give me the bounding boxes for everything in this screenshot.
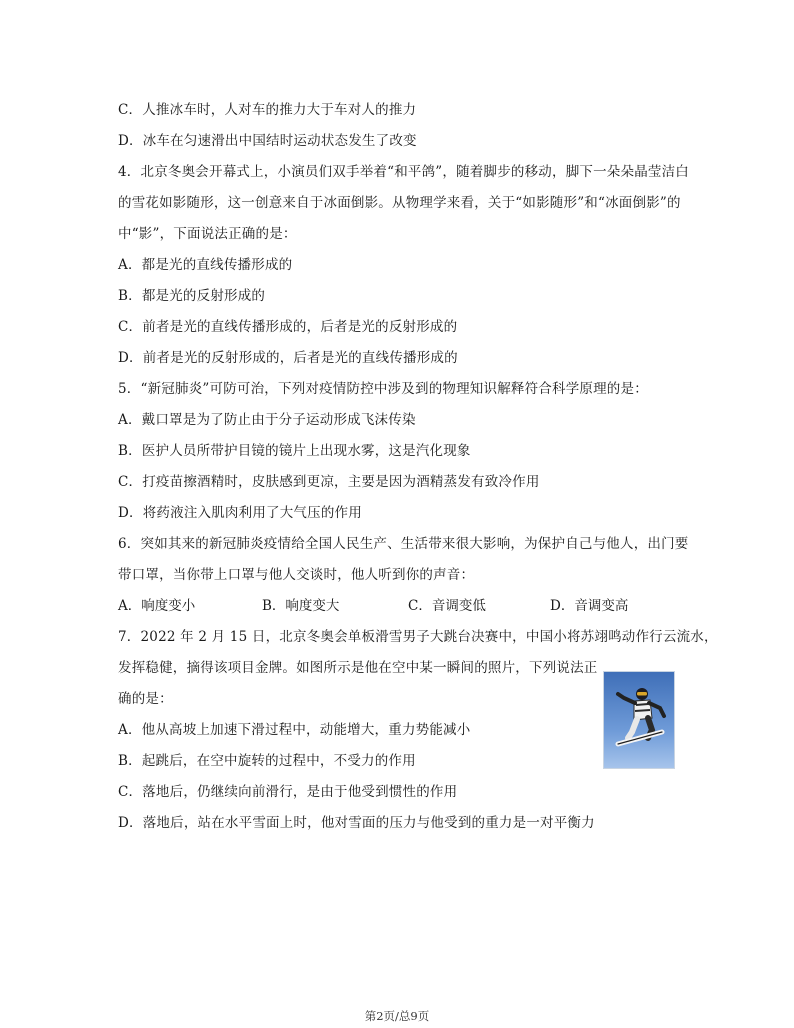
q5-stem: 5．“新冠肺炎”可防可治，下列对疫情防控中涉及到的物理知识解释符合科学原理的是：	[118, 381, 648, 397]
q7-option-d: D．落地后，站在水平雪面上时，他对雪面的压力与他受到的重力是一对平衡力	[118, 815, 595, 831]
q6-option-d: D．音调变高	[550, 598, 629, 614]
snowboarder-illustration	[604, 672, 675, 769]
q4-option-c: C．前者是光的直线传播形成的，后者是光的反射形成的	[118, 319, 458, 335]
q6-stem-line-1: 6．突如其来的新冠肺炎疫情给全国人民生产、生活带来很大影响，为保护自己与他人，出门要	[118, 536, 689, 552]
q4-option-a: A．都是光的直线传播形成的	[118, 257, 293, 273]
q3-option-d: D．冰车在匀速滑出中国结时运动状态发生了改变	[118, 133, 417, 149]
q6-option-a: A．响度变小	[118, 598, 196, 614]
snowboarder-photo	[603, 671, 675, 769]
page-number-footer: 第2页/总9页	[364, 1009, 430, 1023]
q4-option-b: B．都是光的反射形成的	[118, 288, 266, 304]
q5-option-d: D．将药液注入肌肉利用了大气压的作用	[118, 505, 362, 521]
q6-options-row	[118, 597, 678, 615]
q3-option-c: C．人推冰车时，人对车的推力大于车对人的推力	[118, 102, 417, 118]
q5-option-c: C．打疫苗擦酒精时，皮肤感到更凉，主要是因为酒精蒸发有致冷作用	[118, 474, 540, 490]
q7-option-a: A．他从高坡上加速下滑过程中，动能增大，重力势能减小	[118, 722, 471, 738]
q5-option-a: A．戴口罩是为了防止由于分子运动形成飞沫传染	[118, 412, 416, 428]
q4-stem-line-1: 4．北京冬奥会开幕式上，小演员们双手举着“和平鸽”，随着脚步的移动，脚下一朵朵晶莹洁白	[118, 164, 689, 180]
q7-option-b: B．起跳后，在空中旋转的过程中，不受力的作用	[118, 753, 416, 769]
q7-option-c: C．落地后，仍继续向前滑行，是由于他受到惯性的作用	[118, 784, 458, 800]
q4-option-d: D．前者是光的反射形成的，后者是光的直线传播形成的	[118, 350, 458, 366]
q6-stem-line-2: 带口罩，当你带上口罩与他人交谈时，他人听到你的声音：	[118, 567, 475, 583]
q7-stem-line-3: 确的是：	[118, 691, 173, 707]
q6-option-c: C．音调变低	[408, 598, 486, 614]
q4-stem-line-2: 的雪花如影随形，这一创意来自于冰面倒影。从物理学来看，关于“如影随形”和“冰面倒影”的	[118, 195, 681, 211]
q7-stem-line-1: 7．2022 年 2 月 15 日，北京冬奥会单板滑雪男子大跳台决赛中，中国小将苏翊鸣动作行云流水，	[118, 629, 718, 645]
q5-option-b: B．医护人员所带护目镜的镜片上出现水雾，这是汽化现象	[118, 443, 471, 459]
q4-stem-line-3: 中“影”，下面说法正确的是：	[118, 226, 297, 242]
q6-option-b: B．响度变大	[262, 598, 340, 614]
q7-stem-line-2: 发挥稳健，摘得该项目金牌。如图所示是他在空中某一瞬间的照片，下列说法正	[118, 660, 598, 676]
